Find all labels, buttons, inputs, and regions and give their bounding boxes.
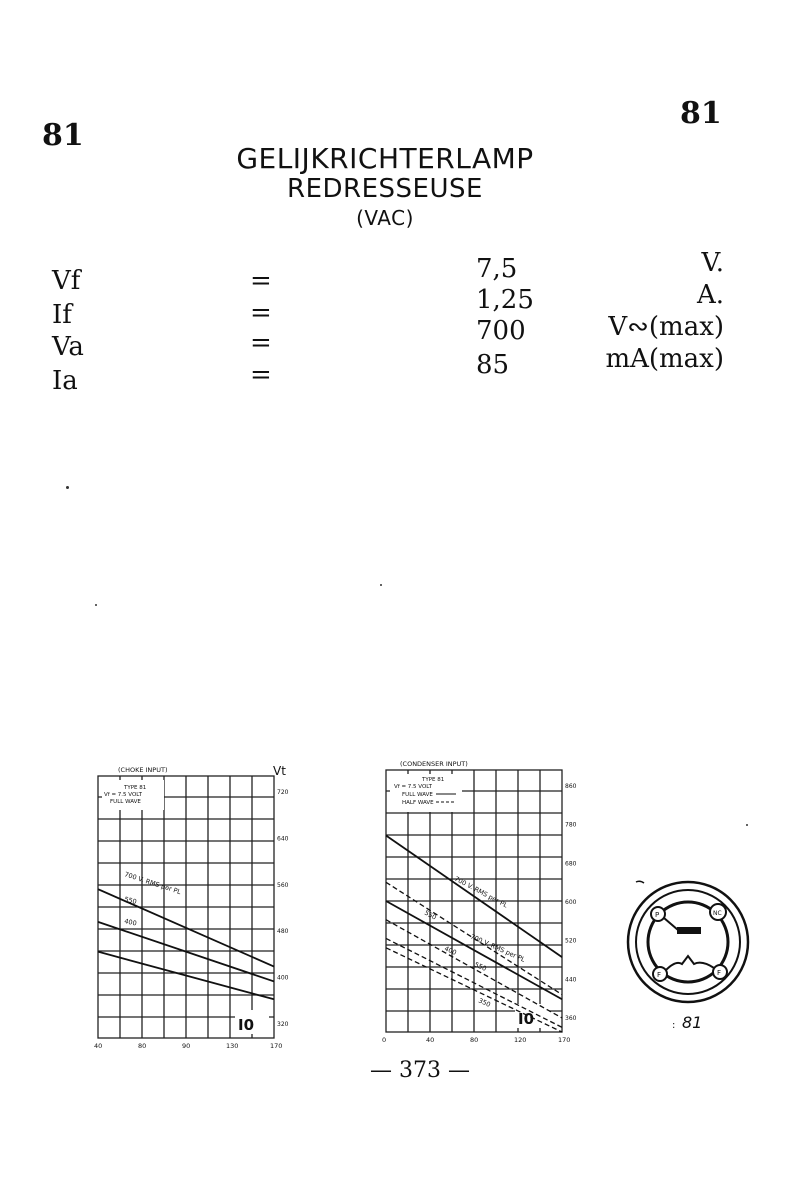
chart-legend-line: Vf = 7.5 VOLT [394,784,432,790]
socket-pins [651,904,727,981]
curve-label: 700 V. RMS per PL [123,870,182,897]
spec-value: 1,25 [476,285,534,315]
page-number-left: 81 [42,118,84,153]
scan-speck [95,604,97,606]
y-tick-label: 780 [565,821,577,829]
socket-internal [664,918,714,970]
curve-label: 400 [123,917,138,928]
caption-mark: : [672,1020,676,1031]
spec-equals: = [250,266,272,296]
footer-page-number: — 373 — [370,1058,470,1083]
page-number-right: 81 [680,96,722,131]
title-vac: (VAC) [356,206,414,230]
chart-choke-input [80,758,300,1050]
spec-equals: = [250,328,272,358]
grid [98,776,274,1038]
x-tick-labels [382,1036,570,1044]
y-tick-label: 640 [277,835,289,843]
spec-value: 85 [476,350,510,380]
x-tick-label: 40 [94,1042,103,1050]
x-tick-label: 0 [382,1036,387,1044]
svg-text:P: P [655,911,660,919]
y-tick-label: 600 [565,899,577,906]
curve-label: 700 V. RMS per PL [453,874,509,910]
title-dutch: GELIJKRICHTERLAMP [236,142,534,175]
spec-value: 7,5 [476,254,518,284]
svg-text:F: F [657,971,662,979]
x-tick-label: 80 [138,1042,147,1050]
curve-label: 550 [423,908,438,922]
spec-equals: = [250,360,272,390]
x-tick-label: 170 [270,1042,283,1050]
curve-label: 550 [473,960,488,973]
chart-top-label: (CONDENSER INPUT) [400,760,468,768]
chart-legend-line: FULL WAVE [402,792,433,798]
curve-label: 400 [443,944,458,957]
curve-label: 350 [477,996,492,1009]
y-tick-labels [277,789,289,1028]
socket-caption: 81 [682,1013,703,1032]
scan-speck [746,824,748,826]
spec-unit: V. [701,248,724,278]
x-tick-label: 40 [426,1036,435,1044]
y-tick-label: 860 [565,783,577,790]
y-tick-label: 400 [277,974,289,982]
curve-label: 700 V. RMS per PL [469,932,527,964]
y-tick-labels [565,783,577,1022]
y-tick-label: 480 [277,928,289,936]
chart-condenser-input [378,752,600,1044]
y-tick-label: 440 [565,976,577,984]
scan-speck [380,584,382,586]
spec-unit: A. [696,280,724,310]
spec-equals: = [250,298,272,328]
spec-symbol: Ia [52,366,78,396]
spec-symbol: Vf [52,266,81,296]
spec-symbol: If [52,300,72,330]
x-tick-label: 170 [558,1036,571,1044]
spec-value: 700 [476,316,526,346]
title-french: REDRESSEUSE [287,174,483,204]
svg-text:NC: NC [713,910,722,917]
spec-unit: V∾(max) [608,312,724,342]
chart-legend-line: HALF WAVE [402,800,434,806]
svg-text:F: F [717,969,722,977]
tube-socket-diagram [620,872,760,1032]
chart-legend-line: TYPE 81 [422,777,445,783]
key-mark [636,881,644,883]
x-axis-title: I0 [238,1016,255,1034]
x-tick-labels [94,1042,282,1050]
curve-label: 550 [123,895,138,906]
chart-legend-line: Vf = 7.5 VOLT [104,792,142,798]
scan-speck [66,486,69,489]
y-tick-label: 360 [565,1015,577,1022]
y-tick-label: 720 [277,789,289,796]
y-tick-label: 560 [277,881,289,889]
x-tick-label: 90 [182,1042,191,1050]
x-tick-label: 130 [226,1042,239,1050]
spec-symbol: Va [52,332,84,362]
chart-legend-line: TYPE 81 [124,785,147,791]
chart-top-label: (CHOKE INPUT) [118,766,168,774]
x-tick-label: 80 [470,1036,479,1044]
x-tick-label: 120 [514,1036,527,1044]
y-tick-label: 680 [565,860,577,868]
y-tick-label: 520 [565,937,577,945]
y-tick-label: 320 [277,1021,289,1028]
chart-legend-line: FULL WAVE [110,799,141,805]
y-axis-title: Vt [273,764,286,778]
spec-unit: mA(max) [605,344,724,374]
x-axis-title: I0 [518,1010,535,1028]
socket-rings [628,882,748,1002]
